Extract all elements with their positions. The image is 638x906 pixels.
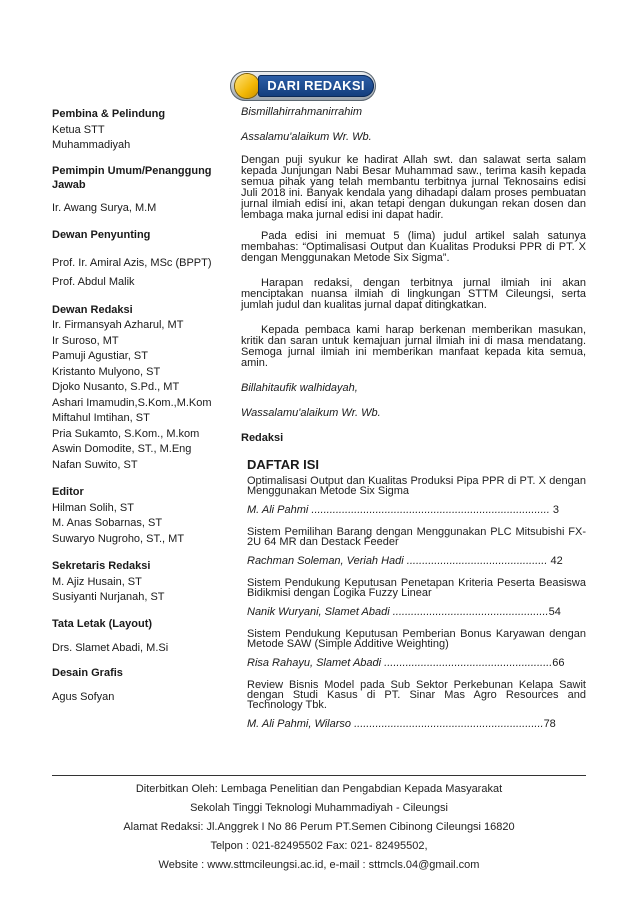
table-of-contents [244,456,586,741]
toc-item-page: 42 [550,556,563,567]
toc-item-byline [247,719,586,730]
footer-line: Telpon : 021-82495502 Fax: 021- 82495502, [210,840,428,852]
staff-line: Ir Suroso, MT [52,334,119,347]
toc-item-leader: ................................................... [392,607,549,618]
toc-item-title: Sistem Pendukung Keputusan Pemberian Bonus Karyawan dengan Metode SAW (Simple Additive Weighting) [247,628,586,650]
staff-line: M. Ajiz Husain, ST [52,575,142,588]
staff-line: Kristanto Mulyono, ST [52,365,161,378]
footer-line: Sekolah Tinggi Teknologi Muhammadiyah - Cileungsi [190,802,448,814]
toc-item-title: Sistem Pemilihan Barang dengan Menggunakan PLC Mitsubishi FX-2U 64 MR dan Destack Feeder [247,526,586,548]
staff-line: Prof. Ir. Amiral Azis, MSc (BPPT) [52,256,212,269]
toc-item-page: 66 [552,658,565,669]
staff-line: Ir. Firmansyah Azharul, MT [52,319,184,331]
staff-line: Pamuji Agustiar, ST [52,350,148,362]
footer-line: Diterbitkan Oleh: Lembaga Penelitian dan Pengabdian Kepada Masyarakat [135,783,503,795]
staff-line: Hilman Solih, ST [52,501,134,514]
staff-heading: Pembina & Pelindung [52,108,166,120]
toc-item[interactable] [247,578,586,618]
toc-item-authors: Nanik Wuryani, Slamet Abadi [247,607,390,618]
staff-line: Ir. Awang Surya, M.M [52,201,157,214]
toc-item[interactable] [247,680,586,730]
toc-item-leader: ....................................................... [384,658,553,669]
toc-item-leader: .............................................. [406,556,548,567]
staff-line: M. Anas Sobarnas, ST [52,517,163,529]
staff-line: Suwaryo Nugroho, ST., MT [52,532,185,545]
staff-heading: Dewan Redaksi [52,303,133,316]
toc-item-byline [247,658,586,669]
banner-label: DARI REDAKSI [258,75,374,97]
toc-item-leader: .............................................................. [354,719,544,730]
toc-item-title: Sistem Pendukung Keputusan Penetapan Kriteria Peserta Beasiswa Bidikmisi dengan Logika Fuzzy Linear [247,577,586,599]
toc-item-page: 54 [548,607,561,618]
toc-item-page: 3 [552,505,559,516]
staff-line: Ashari Imamudin,S.Kom.,M.Kom [52,396,212,409]
toc-item-byline [247,607,586,618]
toc-item-byline [247,505,586,516]
staff-heading: Desain Grafis [52,666,123,679]
toc-item[interactable] [247,527,586,567]
staff-line: Muhammadiyah [52,139,131,151]
staff-line: Nafan Suwito, ST [52,458,138,471]
staff-line: Djoko Nusanto, S.Pd., MT [52,381,180,393]
toc-item-authors: Risa Rahayu, Slamet Abadi [247,658,382,669]
editorial-bismillah: Bismillahirrahmanirrahim [241,106,363,118]
toc-item-title: Review Bisnis Model pada Sub Sektor Perkebunan Kelapa Sawit dengan Studi Kasus di PT. Sinar Mas Agro Resources and Technology Tbk. [247,679,586,711]
staff-line: Ketua STT [52,123,105,136]
toc-item-leader: .............................................................................. [311,505,550,516]
editorial-paragraph: Pada edisi ini memuat 5 (lima) judul artikel salah satunya membahas: “Optimalisasi Output dan Kualitas Produksi PPR di PT. X dengan Menggunakan Metode Six Sigma”. [241,230,586,264]
staff-line: Pria Sukamto, S.Kom., M.kom [52,427,200,440]
staff-heading: Editor [52,486,84,498]
editorial-closing: Billahitaufik walhidayah, [241,382,358,394]
staff-line: Prof. Abdul Malik [52,276,135,288]
staff-line: Aswin Domodite, ST., M.Eng [52,443,192,455]
toc-item-byline [247,556,586,567]
editorial-paragraph: Kepada pembaca kami harap berkenan memberikan masukan, kritik dan saran untuk kemajuan jurnal ilmiah ini di masa mendatang. Semoga jurnal ilmiah ini memberikan manfaat kepada kita semua, amin. [241,324,586,369]
editorial-signature: Redaksi [241,432,284,444]
toc-item-authors: M. Ali Pahmi, Wilarso [247,719,352,730]
toc-title: DAFTAR ISI [247,457,319,472]
staff-heading: Dewan Penyunting [52,229,151,241]
footer-line: Website : www.sttmcileungsi.ac.id, e-mail : sttmcls.04@gmail.com [158,859,480,871]
staff-heading: Tata Letak (Layout) [52,617,153,630]
editorial-paragraph: Dengan puji syukur ke hadirat Allah swt. dan salawat serta salam kepada Junjungan Nabi Besar Muhammad saw., terima kasih kepada semua pihak yang telah membantu terbitnya jurnal Teknosains edisi Juli 2018 ini. Banyak kendala yang dihadapi dalam proses pembuatan jurnal ilmiah edisi ini, akan tetapi dengan dukungan rekan dosen dan lembaga maka jurnal edisi ini dapat hadir. [241,154,586,221]
toc-item-page: 78 [543,719,556,730]
editorial-salam: Assalamu'alaikum Wr. Wb. [241,131,372,143]
publisher-footer [52,780,586,875]
staff-heading: Pemimpin Umum/Penanggung Jawab [52,164,212,191]
toc-item[interactable] [247,629,586,669]
staff-heading: Sekretaris Redaksi [52,560,151,572]
toc-item-authors: M. Ali Pahmi [247,505,309,516]
staff-line: Agus Sofyan [52,691,115,703]
toc-item[interactable] [247,476,586,516]
footer-line: Alamat Redaksi: Jl.Anggrek I No 86 Perum PT.Semen Cibinong Cileungsi 16820 [123,821,515,833]
staff-line: Miftahul Imtihan, ST [52,412,150,424]
section-banner [230,69,378,103]
staff-column [52,107,232,706]
toc-item-authors: Rachman Soleman, Veriah Hadi [247,556,404,567]
staff-line: Drs. Slamet Abadi, M.Si [52,642,169,654]
banner-emblem-icon [235,74,259,98]
editorial-paragraph: Harapan redaksi, dengan terbitnya jurnal ilmiah ini akan menciptakan nuansa ilmiah di lingkungan STTM Cileungsi, serta jumlah judul dan kualitas jurnal dapat ditingkatkan. [241,277,586,311]
toc-item-title: Optimalisasi Output dan Kualitas Produksi Pipa PPR di PT. X dengan Menggunakan Metode Six Sigma [247,475,586,497]
staff-line: Susiyanti Nurjanah, ST [52,591,165,603]
footer-divider [52,775,586,776]
editorial-closing: Wassalamu'alaikum Wr. Wb. [241,407,381,419]
editorial-column [241,107,586,444]
